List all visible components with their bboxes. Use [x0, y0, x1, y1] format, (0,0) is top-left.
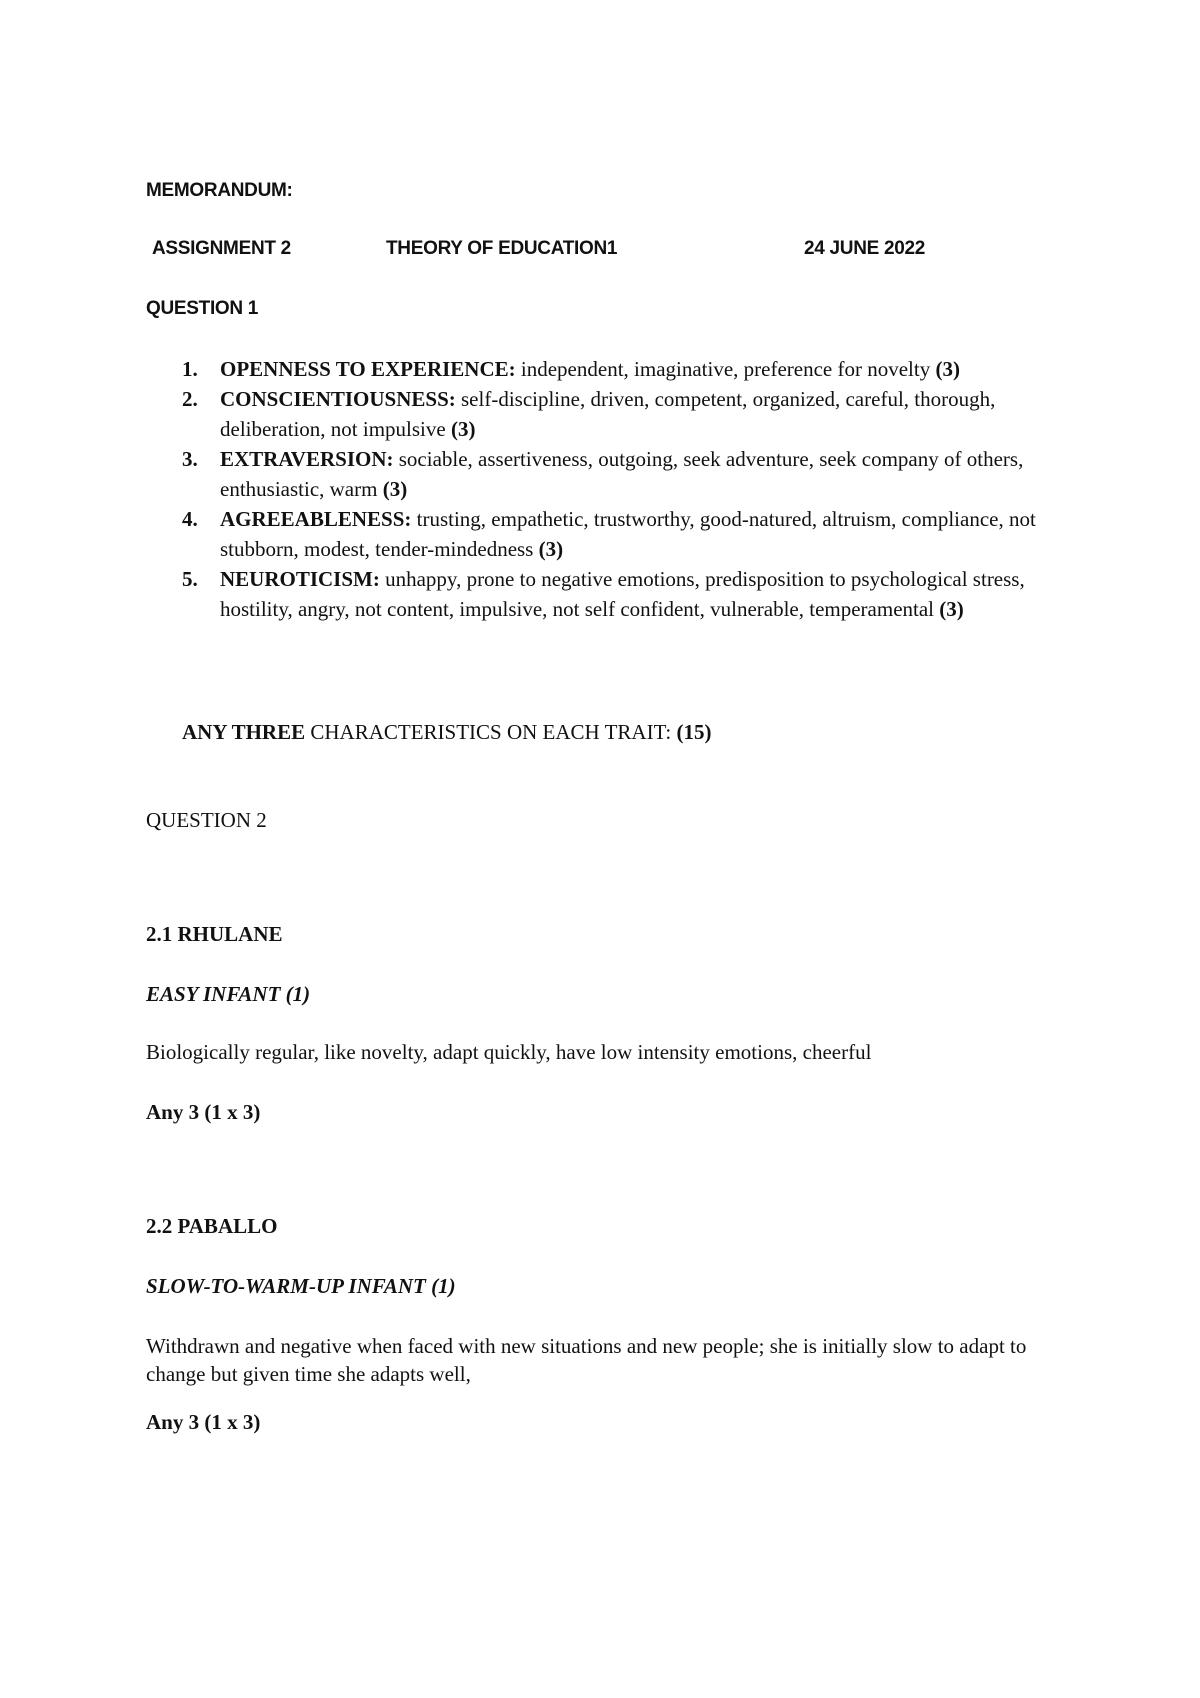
section-2-1-infant-type: EASY INFANT (1) [146, 982, 311, 1006]
section-2-1-heading: 2.1 RHULANE [146, 922, 283, 946]
trait-item [146, 354, 1086, 384]
trait-mark: (3) [450, 417, 476, 441]
trait-number: 5. [182, 567, 198, 591]
trait-item [146, 444, 1086, 504]
trait-list [146, 354, 1086, 624]
trait-number: 4. [182, 507, 198, 531]
trait-name: OPENNESS TO EXPERIENCE: [220, 357, 516, 381]
section-2-2-infant-type: SLOW-TO-WARM-UP INFANT (1) [146, 1274, 456, 1298]
trait-characteristics: self-discipline, driven, competent, organized, careful, thorough, deliberation, not impulsive [220, 387, 996, 441]
question-1-total [182, 720, 711, 745]
section-2-2-heading: 2.2 PABALLO [146, 1214, 278, 1238]
trait-mark: (3) [939, 597, 964, 621]
trait-name: EXTRAVERSION: [220, 447, 394, 471]
assignment-label: ASSIGNMENT 2 [152, 238, 291, 259]
trait-characteristics: unhappy, prone to negative emotions, predisposition to psychological stress, hostility, angry, not content, impulsive, not self confident, vulnerable, temperamental [220, 567, 1025, 621]
trait-number: 2. [182, 387, 198, 411]
section-2-2-marks: Any 3 (1 x 3) [146, 1410, 261, 1434]
trait-mark: (3) [935, 357, 960, 381]
section-2-1-marks: Any 3 (1 x 3) [146, 1100, 261, 1124]
question-1-heading: QUESTION 1 [146, 298, 259, 319]
any-three-text: CHARACTERISTICS ON EACH TRAIT: [305, 720, 677, 744]
trait-item [146, 564, 1086, 624]
trait-mark: (3) [538, 537, 564, 561]
section-2-2-description: Withdrawn and negative when faced with new situations and new people; she is initially slow to adapt to change but given time she adapts well, [146, 1334, 1027, 1386]
section-2-1-description: Biologically regular, like novelty, adapt quickly, have low intensity emotions, cheerful [146, 1040, 872, 1064]
trait-characteristics: sociable, assertiveness, outgoing, seek adventure, seek company of others, enthusiastic, warm [220, 447, 1024, 501]
question-2-heading: QUESTION 2 [146, 808, 267, 832]
trait-number: 3. [182, 447, 198, 471]
date-label: 24 JUNE 2022 [804, 238, 926, 259]
any-three-label: ANY THREE [182, 720, 306, 744]
trait-name: CONSCIENTIOUSNESS: [220, 387, 456, 411]
trait-item [146, 504, 1086, 564]
trait-item [146, 384, 1086, 444]
trait-characteristics: independent, imaginative, preference for novelty [515, 357, 936, 381]
subject-label: THEORY OF EDUCATION1 [386, 238, 618, 259]
memo-title: MEMORANDUM: [146, 180, 293, 201]
trait-name: NEUROTICISM: [220, 567, 380, 591]
trait-characteristics: trusting, empathetic, trustworthy, good-natured, altruism, compliance, not stubborn, modest, tender-mindedness [220, 507, 1036, 561]
trait-number: 1. [182, 357, 198, 381]
trait-mark: (3) [382, 477, 408, 501]
trait-name: AGREEABLENESS: [220, 507, 412, 531]
total-mark: (15) [676, 720, 712, 744]
